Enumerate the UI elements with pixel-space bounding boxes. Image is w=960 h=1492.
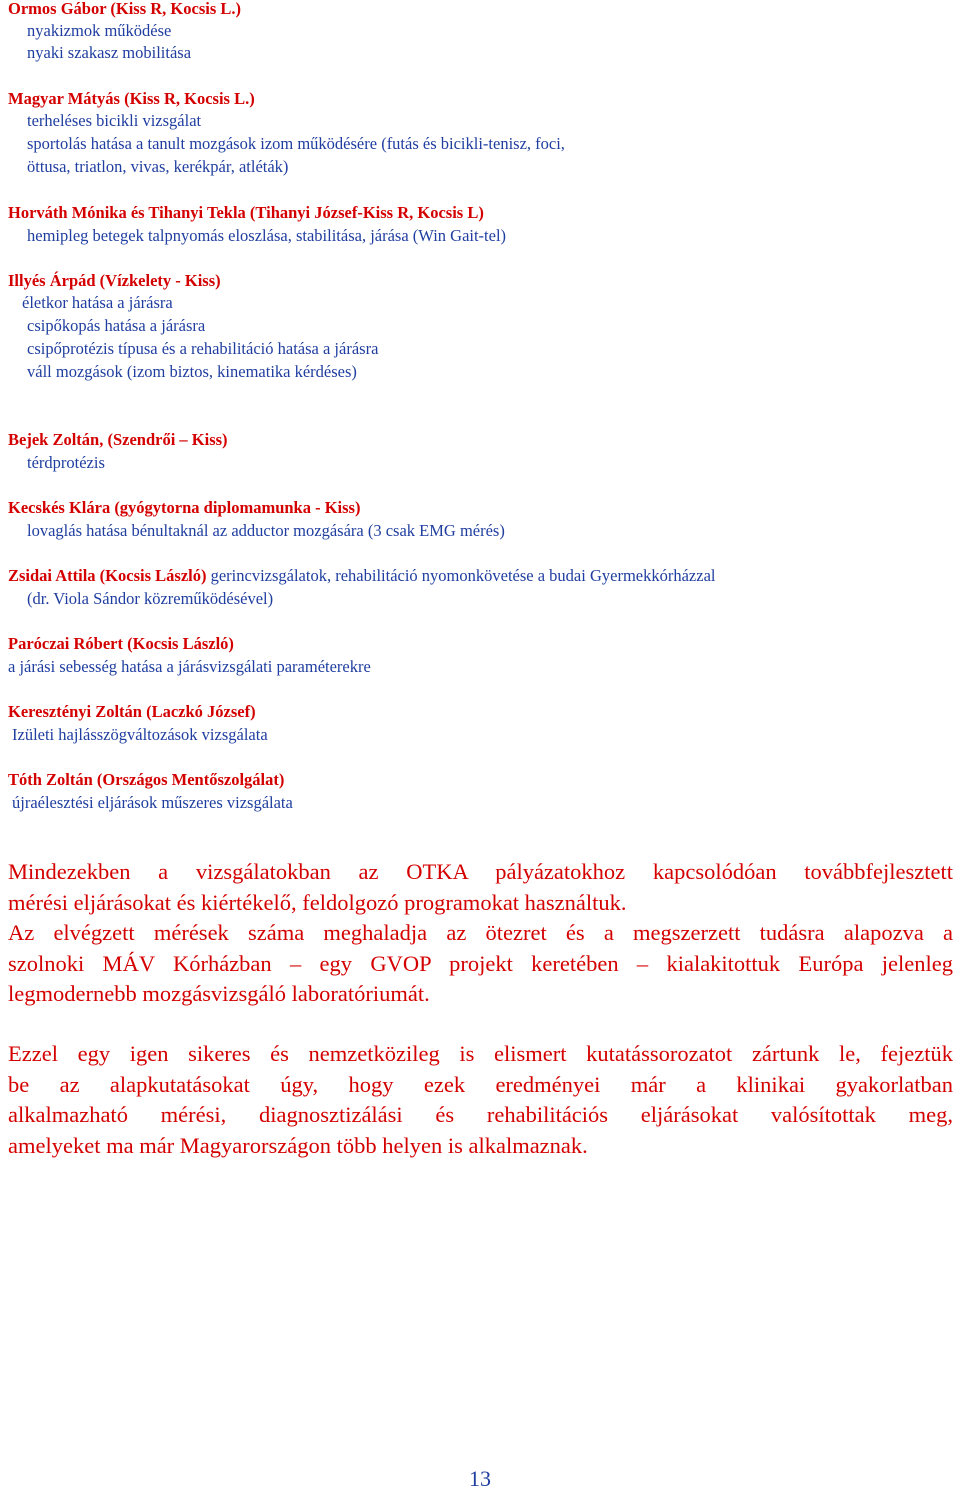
paragraph-line: be az alapkutatásokat úgy, hogy ezek eredményei már a klinikai gyakorlatban bbox=[8, 1071, 953, 1097]
entry-line: terheléses bicikli vizsgálat bbox=[27, 111, 202, 130]
paragraph-line: Mindezekben a vizsgálatokban az OTKA pályázatokhoz kapcsolódóan továbbfejlesztett bbox=[8, 859, 953, 884]
entry-heading: Kecskés Klára (gyógytorna diplomamunka - Kiss) bbox=[8, 498, 361, 517]
entry-line: újraélesztési eljárások műszeres vizsgálata bbox=[12, 793, 293, 812]
entry-line: (dr. Viola Sándor közreműködésével) bbox=[27, 589, 274, 608]
entry-line: Izületi hajlásszögváltozások vizsgálata bbox=[12, 725, 268, 744]
entry-line: csipőkopás hatása a járásra bbox=[27, 316, 206, 335]
entry-line: sportolás hatása a tanult mozgások izom működésére (futás és bicikli-tenisz, foci, bbox=[27, 134, 565, 153]
entry-heading: Tóth Zoltán (Országos Mentőszolgálat) bbox=[8, 770, 285, 789]
paragraph-line: Az elvégzett mérések száma meghaladja az ötezret és a megszerzett tudásra alapozva a bbox=[8, 920, 953, 945]
entry-line: nyaki szakasz mobilitása bbox=[27, 43, 192, 62]
paragraph-line: legmodernebb mozgásvizsgáló laboratóriumát. bbox=[8, 981, 430, 1006]
entry-heading-tail: gerincvizsgálatok, rehabilitáció nyomonkövetése a budai Gyermekkórházzal bbox=[206, 566, 716, 585]
entry-line: a járási sebesség hatása a járásvizsgálati paraméterekre bbox=[8, 657, 371, 676]
entry-heading: Bejek Zoltán, (Szendrői – Kiss) bbox=[8, 430, 228, 449]
paragraph-line: alkalmazható mérési, diagnosztizálási és rehabilitációs eljárásokat valósítottak meg, bbox=[8, 1102, 953, 1127]
entry-line: váll mozgások (izom biztos, kinematika kérdéses) bbox=[27, 362, 357, 381]
entry-heading: Ormos Gábor (Kiss R, Kocsis L.) bbox=[8, 0, 241, 18]
entry-line: hemipleg betegek talpnyomás eloszlása, stabilitása, járása (Win Gait-tel) bbox=[27, 226, 507, 245]
body-paragraph bbox=[8, 1039, 953, 1161]
body-paragraph bbox=[8, 918, 953, 1010]
entry-heading: Magyar Mátyás (Kiss R, Kocsis L.) bbox=[8, 89, 255, 108]
entry-line: nyakizmok működése bbox=[27, 21, 172, 40]
entry-heading: Zsidai Attila (Kocsis László) bbox=[8, 566, 207, 585]
entry-line: térdprotézis bbox=[27, 453, 105, 472]
entry-heading: Paróczai Róbert (Kocsis László) bbox=[8, 634, 234, 653]
page-number: 13 bbox=[469, 1466, 491, 1491]
entry-line: lovaglás hatása bénultaknál az adductor mozgására (3 csak EMG mérés) bbox=[27, 521, 505, 540]
entry-heading: Keresztényi Zoltán (Laczkó József) bbox=[8, 702, 256, 721]
paragraph-line: mérési eljárásokat és kiértékelő, feldolgozó programokat használtuk. bbox=[8, 889, 627, 915]
entry-line: csipőprotézis típusa és a rehabilitáció hatása a járásra bbox=[27, 339, 379, 358]
paragraph-line: Ezzel egy igen sikeres és nemzetközileg is elismert kutatássorozatot zártunk le, fejeztük bbox=[8, 1041, 953, 1066]
entry-heading-line bbox=[8, 565, 715, 587]
entry-line: öttusa, triatlon, vivas, kerékpár, atléták) bbox=[27, 157, 289, 176]
body-paragraph bbox=[8, 857, 953, 918]
entry-heading: Illyés Árpád (Vízkelety - Kiss) bbox=[8, 271, 221, 290]
entry-line: életkor hatása a járásra bbox=[22, 293, 173, 312]
entry-heading: Horváth Mónika és Tihanyi Tekla (Tihanyi József-Kiss R, Kocsis L) bbox=[8, 203, 484, 222]
paragraph-line: amelyeket ma már Magyarországon több helyen is alkalmaznak. bbox=[8, 1132, 588, 1158]
paragraph-line: szolnoki MÁV Kórházban – egy GVOP projekt keretében – kialakitottuk Európa jelenleg bbox=[8, 950, 953, 976]
